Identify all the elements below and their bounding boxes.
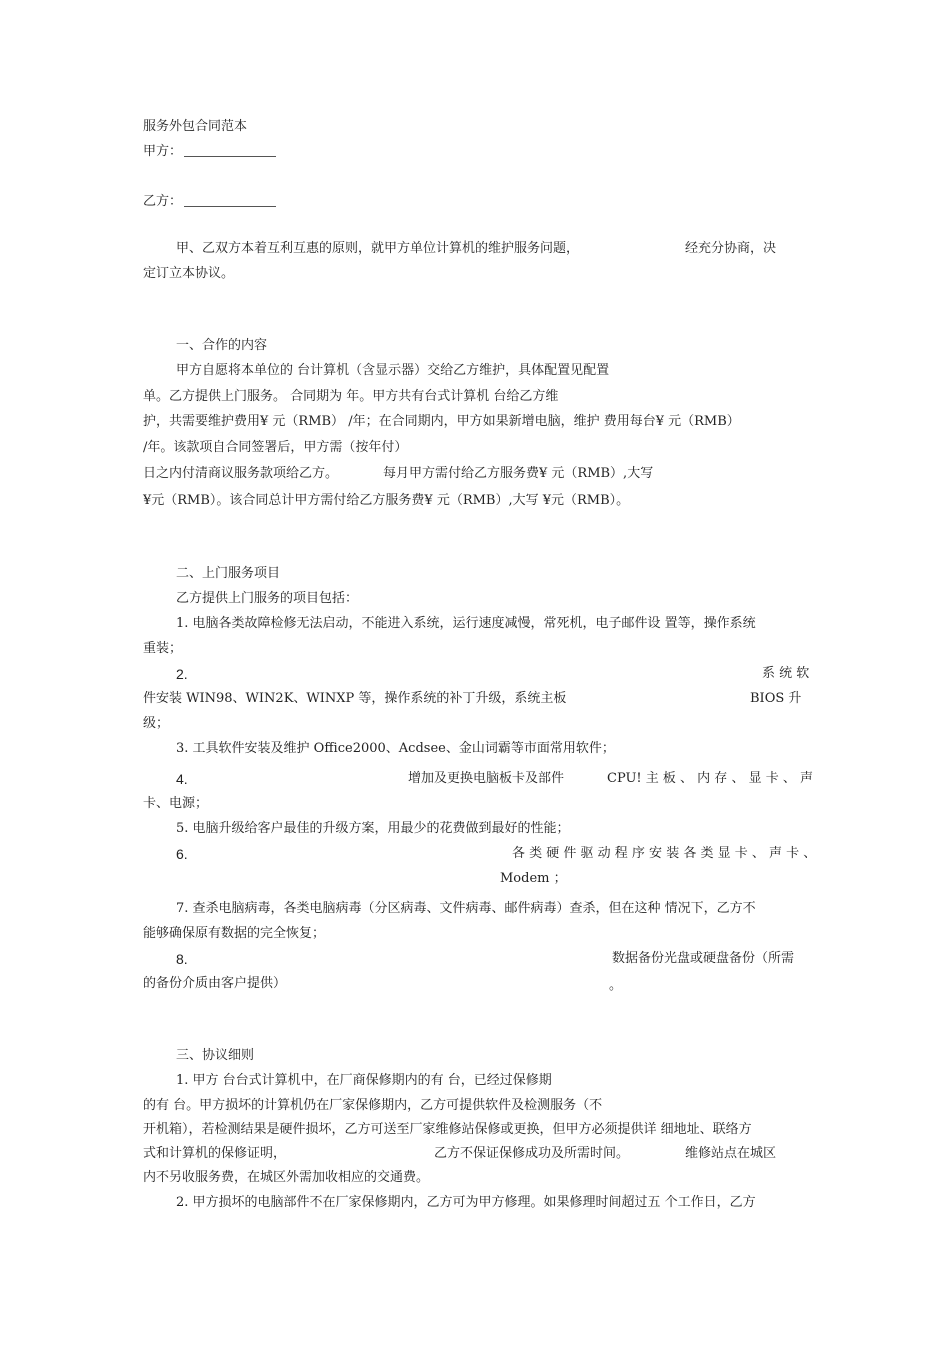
- intro-line-1: 甲、乙双方本着互利互惠的原则，就甲方单位计算机的维护服务问题，: [176, 241, 580, 256]
- party-a-blank[interactable]: [184, 144, 276, 157]
- item-6-number: 6.: [176, 846, 188, 862]
- item-2-line-2: 件安装 WIN98、WIN2K、WINXP 等，操作系统的补丁升级，系统主板: [143, 691, 567, 706]
- item-1-line-1: 1. 电脑各类故障检修无法启动，不能进入系统，运行速度减慢，常死机，电子邮件设 置等，操作系统: [176, 616, 756, 631]
- item-2-line-3: 级；: [143, 716, 170, 731]
- party-b-blank[interactable]: [184, 194, 276, 207]
- section3-heading: 三、协议细则: [176, 1048, 255, 1063]
- item-6-right: 各 类 硬 件 驱 动 程 序 安 装 各 类 显 卡 、 声 卡 、: [512, 846, 817, 861]
- item-6-line-2: Modem ；: [500, 871, 567, 886]
- item-8-right: 数据备份光盘或硬盘备份（所需: [612, 951, 795, 966]
- item-2-bios: BIOS 升: [750, 691, 802, 706]
- section1-line-2: 单。乙方提供上门服务。 合同期为 年。甲方共有台式计算机 台给乙方维: [143, 389, 559, 404]
- section2-heading: 二、上门服务项目: [176, 566, 281, 581]
- item-2-right: 系 统 软: [762, 666, 810, 681]
- party-a-label: 甲方：: [143, 144, 183, 159]
- item-1-line-2: 重装；: [143, 641, 183, 656]
- section1-line-6: ¥元（RMB）。该合同总计甲方需付给乙方服务费¥ 元（RMB）,大写 ¥元（RMB）。: [143, 493, 630, 508]
- clause-1-line-4a: 式和计算机的保修证明，: [143, 1146, 287, 1161]
- item-2-number: 2.: [176, 666, 188, 682]
- clause-1-line-4c: 维修站点在城区: [685, 1146, 777, 1161]
- clause-2-line-1: 2. 甲方损坏的电脑部件不在厂家保修期内，乙方可为甲方修理。如果修理时间超过五 个工作日，乙方: [176, 1195, 756, 1210]
- party-b-line: [143, 194, 276, 210]
- section1-line-1: 甲方自愿将本单位的 台计算机（含显示器）交给乙方维护，具体配置见配置: [176, 363, 610, 378]
- section1-heading: 一、合作的内容: [176, 338, 268, 353]
- item-8-number: 8.: [176, 951, 188, 967]
- item-4-number: 4.: [176, 771, 188, 787]
- clause-1-line-1: 1. 甲方 台台式计算机中，在厂商保修期内的有 台，已经过保修期: [176, 1073, 552, 1088]
- document-title: 服务外包合同范本: [143, 119, 248, 134]
- intro-line-1-right: 经充分协商，决: [685, 241, 777, 256]
- section1-line-5b: 每月甲方需付给乙方服务费¥ 元（RMB）,大写: [383, 466, 654, 481]
- item-7-line-1: 7. 查杀电脑病毒，各类电脑病毒（分区病毒、文件病毒、邮件病毒）查杀，但在这种 情况下，乙方不: [176, 901, 756, 916]
- clause-1-line-3: 开机箱），若检测结果是硬件损坏，乙方可送至厂家维修站保修或更换，但甲方必须提供详 细地址、联络方: [143, 1122, 752, 1137]
- party-a-line: [143, 144, 276, 160]
- item-8-period: 。: [609, 978, 623, 993]
- clause-1-line-5: 内不另收服务费，在城区外需加收相应的交通费。: [143, 1170, 430, 1185]
- section1-line-3: 护，共需要维护费用¥ 元（RMB） /年；在合同期内，甲方如果新增电脑，维护 费用每台¥ 元（RMB）: [143, 414, 740, 429]
- item-8-line-2: 的备份介质由客户提供）: [143, 976, 287, 991]
- party-b-label: 乙方：: [143, 194, 183, 209]
- item-5: 5. 电脑升级给客户最佳的升级方案，用最少的花费做到最好的性能；: [176, 821, 570, 836]
- section1-line-4: /年。该款项自合同签署后，甲方需（按年付）: [143, 440, 408, 455]
- section2-intro: 乙方提供上门服务的项目包括：: [176, 591, 359, 606]
- item-7-line-2: 能够确保原有数据的完全恢复；: [143, 926, 326, 941]
- intro-line-2: 定订立本协议。: [143, 266, 235, 281]
- item-4-right: CPU! 主 板 、 内 存 、 显 卡 、 声: [607, 771, 813, 786]
- item-4-line-2: 卡、电源；: [143, 796, 209, 811]
- section1-line-5a: 日之内付清商议服务款项给乙方。: [143, 466, 339, 481]
- clause-1-line-4b: 乙方不保证保修成功及所需时间。: [434, 1146, 630, 1161]
- item-3: 3. 工具软件安装及维护 Office2000、Acdsee、金山词霸等市面常用软件；: [176, 741, 615, 756]
- item-4-middle: 增加及更换电脑板卡及部件: [408, 771, 565, 786]
- clause-1-line-2: 的有 台。甲方损坏的计算机仍在厂家保修期内，乙方可提供软件及检测服务（不: [143, 1098, 603, 1113]
